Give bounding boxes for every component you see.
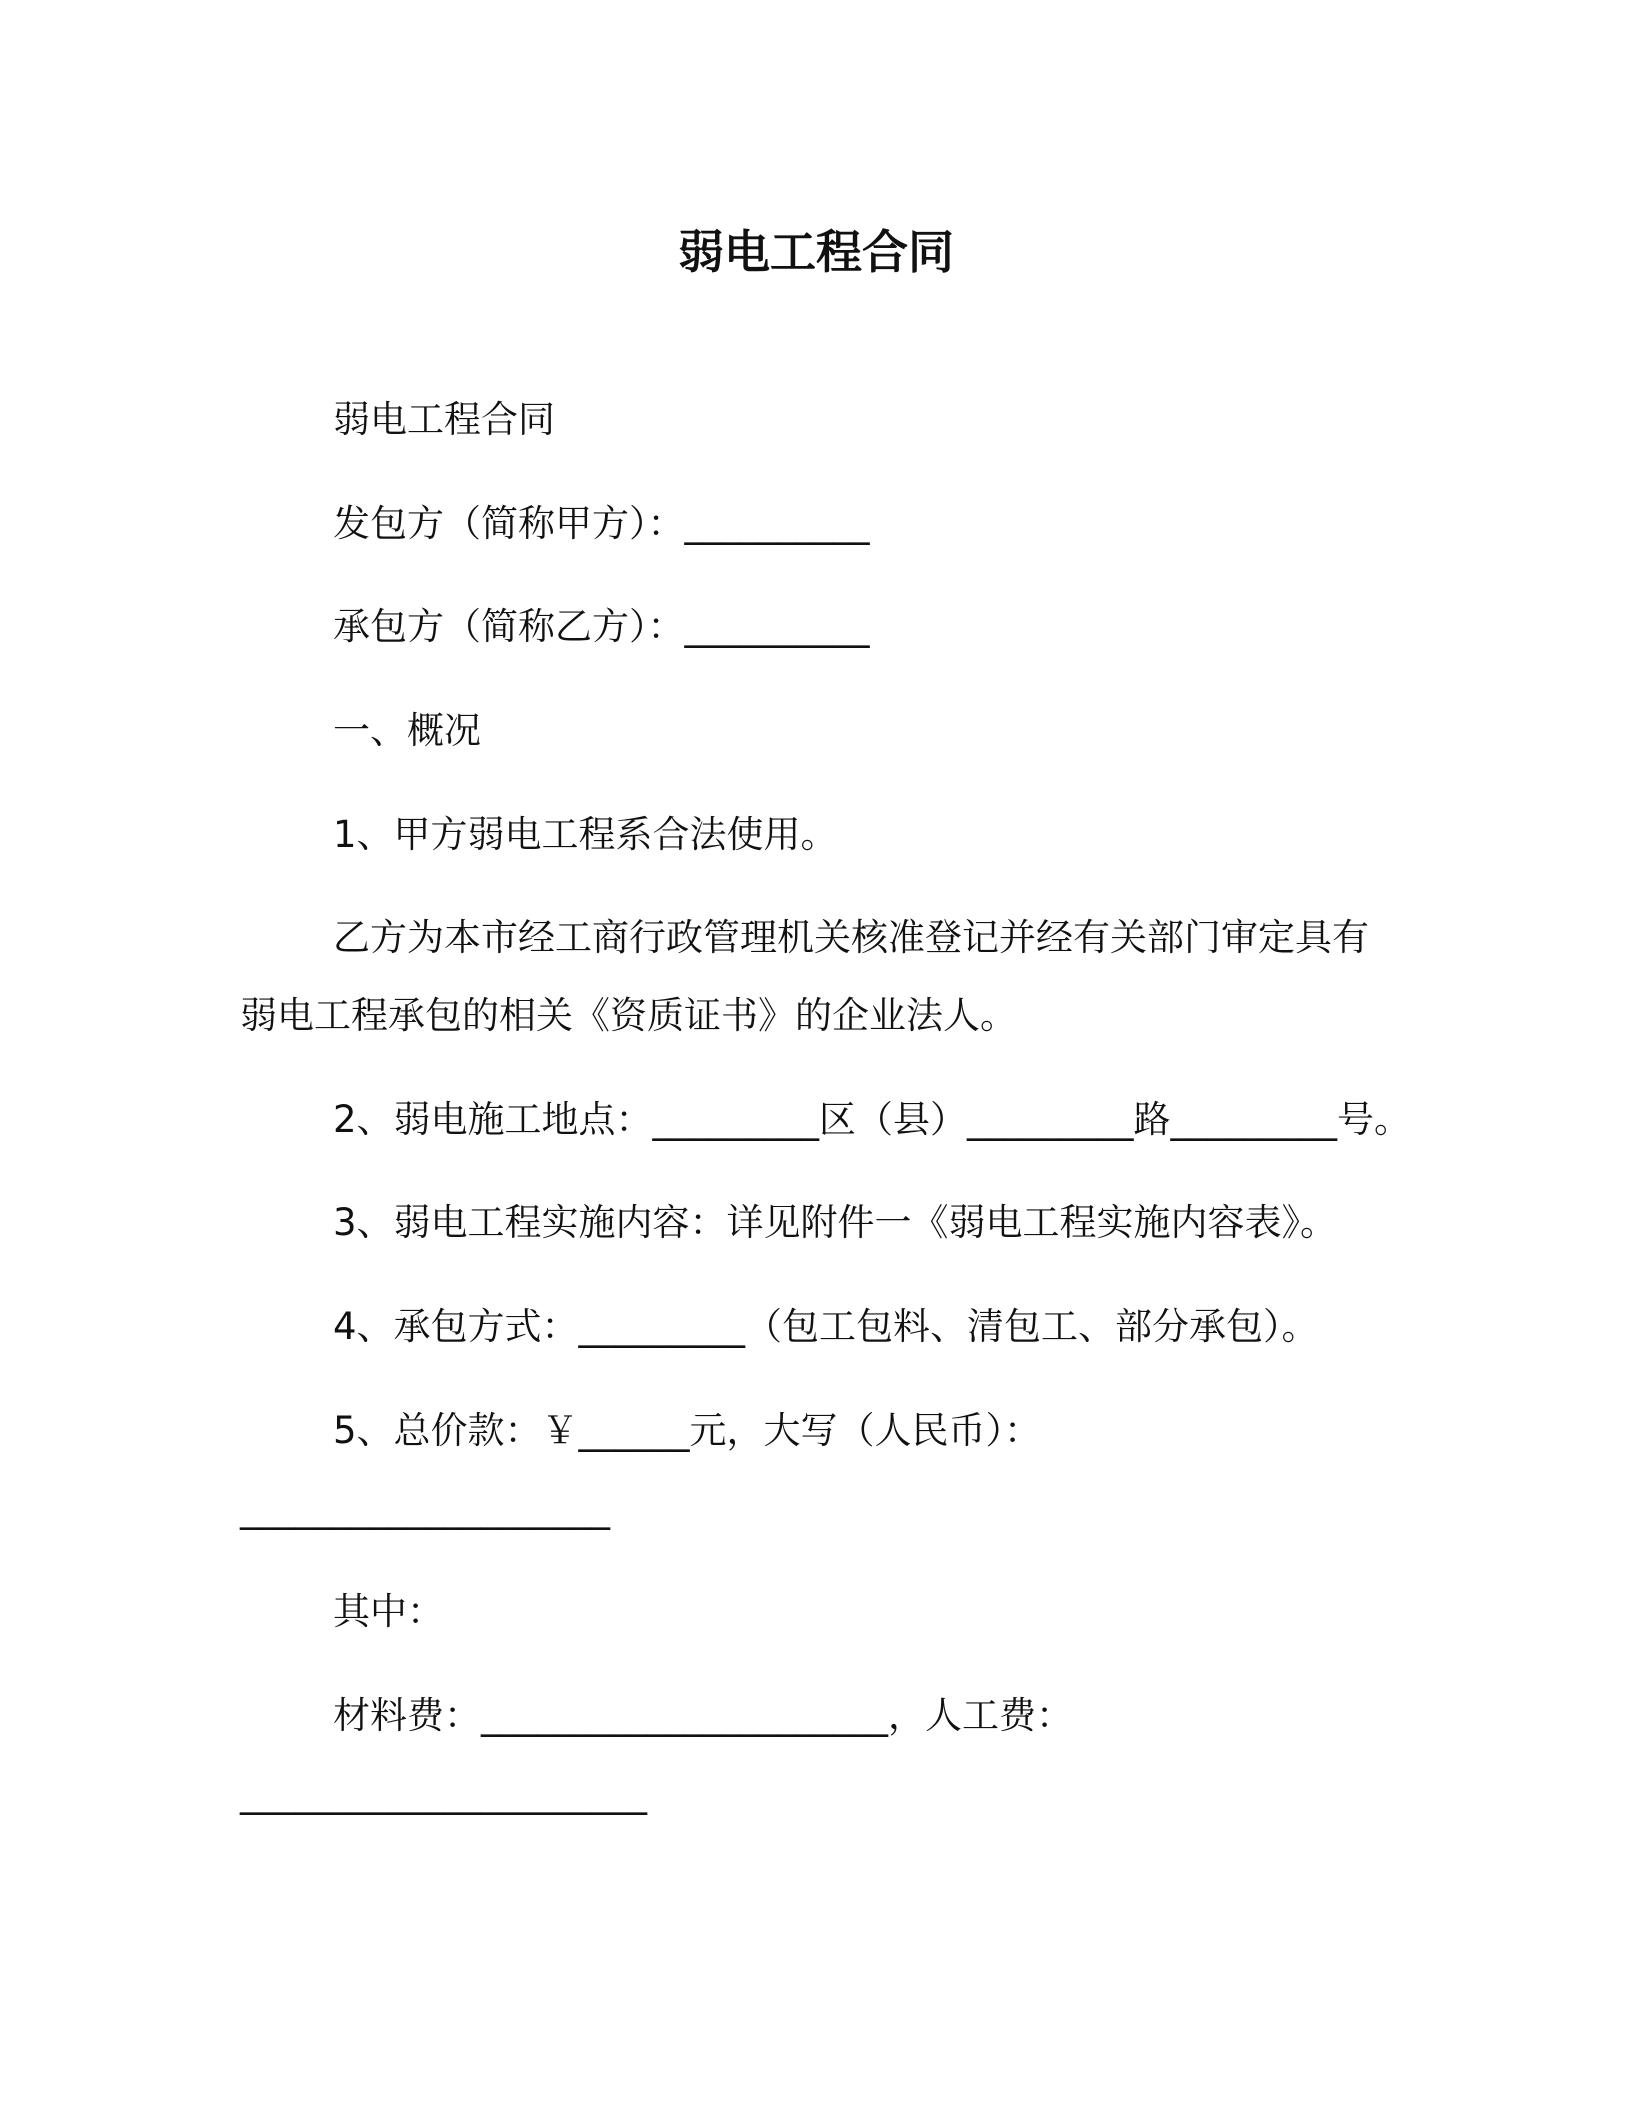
labor-fee-blank: ______________________: [240, 1772, 647, 1815]
total-price-blank: ____________________: [240, 1487, 610, 1530]
section-overview-heading: 一、概况: [333, 709, 481, 752]
material-labor-fee-line: 材料费：______________________，人工费：: [333, 1694, 1073, 1737]
clause-5-total-price: 5、总价款：￥______元，大写（人民币）：: [333, 1409, 1042, 1452]
party-b-line: 承包方（简称乙方）：__________: [333, 605, 870, 648]
clause-3-content: 3、弱电工程实施内容：详见附件一《弱电工程实施内容表》。: [333, 1201, 1338, 1244]
contract-name: 弱电工程合同: [333, 398, 555, 441]
clause-4-method: 4、承包方式：_________（包工包料、清包工、部分承包）。: [333, 1305, 1319, 1348]
clause-2-location: 2、弱电施工地点：_________区（县）_________路_________号。: [333, 1098, 1412, 1141]
document-title: 弱电工程合同: [678, 225, 954, 279]
party-b-qualification-line-2: 弱电工程承包的相关《资质证书》的企业法人。: [240, 994, 1017, 1037]
clause-1: 1、甲方弱电工程系合法使用。: [333, 813, 838, 856]
party-b-qualification-line-1: 乙方为本市经工商行政管理机关核准登记并经有关部门审定具有: [333, 916, 1369, 959]
party-a-line: 发包方（简称甲方）：__________: [333, 502, 870, 545]
breakdown-label: 其中：: [333, 1590, 444, 1633]
